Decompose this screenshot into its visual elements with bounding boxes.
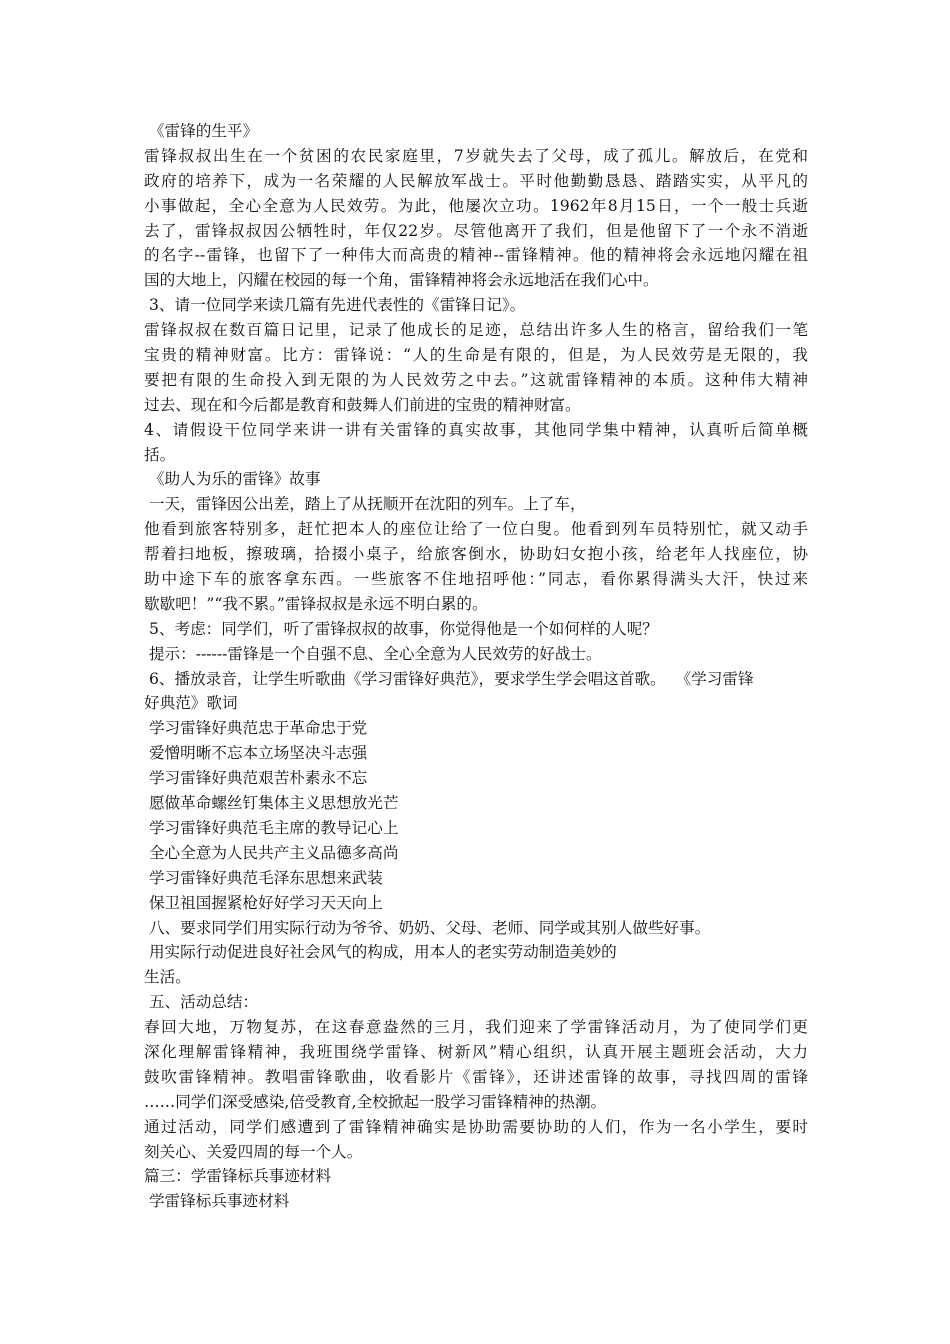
lyric-line: 愿做革命螺丝钉集体主义思想放光芒	[144, 794, 399, 813]
paragraph-line: 雷锋叔叔在数百篇日记里，记录了他成长的足迹，总结出许多人生的格言，留给我们一笔	[144, 321, 808, 340]
step-6-heading: 6、播放录音，让学生听歌曲《学习雷锋好典范》，要求学生学会唱这首歌。 《学习雷锋	[144, 669, 754, 688]
paragraph-line: 他看到旅客特别多，赶忙把本人的座位让给了一位白叟。他看到列车员特别忙，就又动手	[144, 520, 808, 539]
paragraph-line: 括。	[144, 445, 176, 464]
lyric-line: 学习雷锋好典范艰苦朴素永不忘	[144, 769, 368, 788]
lyric-line: 学习雷锋好典范忠于革命忠于党	[144, 719, 368, 738]
paragraph-line: 宝贵的精神财富。比方：雷锋说：“人的生命是有限的，但是，为人民效劳是无限的，我	[144, 346, 808, 365]
paragraph-line: 助中途下车的旅客拿东西。一些旅客不住地招呼他：”同志，看你累得满头大汗，快过来	[144, 570, 808, 589]
paragraph-line: 春回大地，万物复苏，在这春意盎然的三月，我们迎来了学雷锋活动月，为了使同学们更	[144, 1018, 808, 1037]
paragraph-line: 帮着扫地板，擦玻璃，拾掇小桌子，给旅客倒水，协助妇女抱小孩，给老年人找座位，协	[144, 545, 808, 564]
heading-leifeng-life: 《雷锋的生平》	[144, 122, 259, 140]
document-body	[144, 119, 808, 1214]
chapter-3-heading: 篇三：学雷锋标兵事迹材料	[144, 1167, 332, 1186]
chapter-3-title: 学雷锋标兵事迹材料	[144, 1192, 290, 1211]
paragraph-line: 雷锋叔叔出生在一个贫困的农民家庭里，7岁就失去了父母，成了孤儿。解放后，在党和	[144, 146, 808, 165]
lyric-line: 爱憎明晰不忘本立场坚决斗志强	[144, 744, 368, 763]
paragraph-line: 政府的培养下，成为一名荣耀的人民解放军战士。平时他勤勤恳恳、踏踏实实，从平凡的	[144, 171, 808, 190]
paragraph-line: 去了，雷锋叔叔因公牺牲时，年仅22岁。尽管他离开了我们，但是他留下了一个永不消逝	[144, 221, 808, 240]
paragraph-line: 好典范》歌词	[144, 694, 238, 713]
section-8-heading: 八、要求同学们用实际行动为爷爷、奶奶、父母、老师、同学或其别人做些好事。	[144, 918, 711, 937]
paragraph-line: ……同学们深受感染,倍受教育,全校掀起一股学习雷锋精神的热潮。	[144, 1092, 607, 1111]
hint-line: 提示：------雷锋是一个自强不息、全心全意为人民效劳的好战士。	[144, 644, 602, 663]
paragraph-line: 过去、现在和今后都是教育和鼓舞人们前进的宝贵的精神财富。	[144, 395, 581, 414]
section-5-heading: 五、活动总结：	[144, 993, 259, 1012]
step-5-heading: 5、考虑：同学们，听了雷锋叔叔的故事，你觉得他是一个如何样的人呢？	[144, 619, 658, 638]
paragraph-line: 小事做起，全心全意为人民效劳。为此，他屡次立功。1962年8月15日，一个一般士兵逝	[144, 196, 808, 215]
paragraph-line: 歇歇吧！”“我不累。”雷锋叔叔是永远不明白累的。	[144, 594, 488, 613]
paragraph-line: 刻关心、关爱四周的每一个人。	[144, 1142, 363, 1161]
paragraph-line: 一天，雷锋因公出差，踏上了从抚顺开在沈阳的列车。上了车，	[144, 495, 586, 514]
lyric-line: 保卫祖国握紧枪好好学习天天向上	[144, 893, 383, 912]
paragraph-line: 用实际行动促进良好社会风气的构成，用本人的老实劳动制造美妙的	[144, 943, 617, 962]
lyric-line: 全心全意为人民共产主义品德多高尚	[144, 843, 399, 862]
story-title: 《助人为乐的雷锋》故事	[144, 470, 321, 489]
paragraph-line: 要把有限的生命投入到无限的为人民效劳之中去。”这就雷锋精神的本质。这种伟大精神	[144, 370, 808, 389]
paragraph-line: 生活。	[144, 968, 191, 987]
lyric-line: 学习雷锋好典范毛泽东思想来武装	[144, 868, 383, 887]
paragraph-line: 通过活动，同学们感遭到了雷锋精神确实是协助需要协助的人们，作为一名小学生，要时	[144, 1117, 808, 1136]
paragraph-line: 国的大地上，闪耀在校园的每一个角，雷锋精神将会永远地活在我们心中。	[144, 271, 659, 290]
step-3-heading: 3、请一位同学来读几篇有先进代表性的《雷锋日记》。	[144, 296, 526, 315]
lyric-line: 学习雷锋好典范毛主席的教导记心上	[144, 818, 399, 837]
paragraph-line: 的名字--雷锋，也留下了一种伟大而高贵的精神--雷锋精神。他的精神将会永远地闪耀在祖	[144, 246, 808, 265]
paragraph-line: 鼓吹雷锋精神。教唱雷锋歌曲，收看影片《雷锋》，还讲述雷锋的故事，寻找四周的雷锋	[144, 1067, 808, 1086]
step-4-heading: 4、请假设干位同学来讲一讲有关雷锋的真实故事，其他同学集中精神，认真听后简单概	[144, 420, 808, 439]
paragraph-line: 深化理解雷锋精神，我班围绕学雷锋、树新风”精心组织，认真开展主题班会活动，大力	[144, 1042, 808, 1061]
